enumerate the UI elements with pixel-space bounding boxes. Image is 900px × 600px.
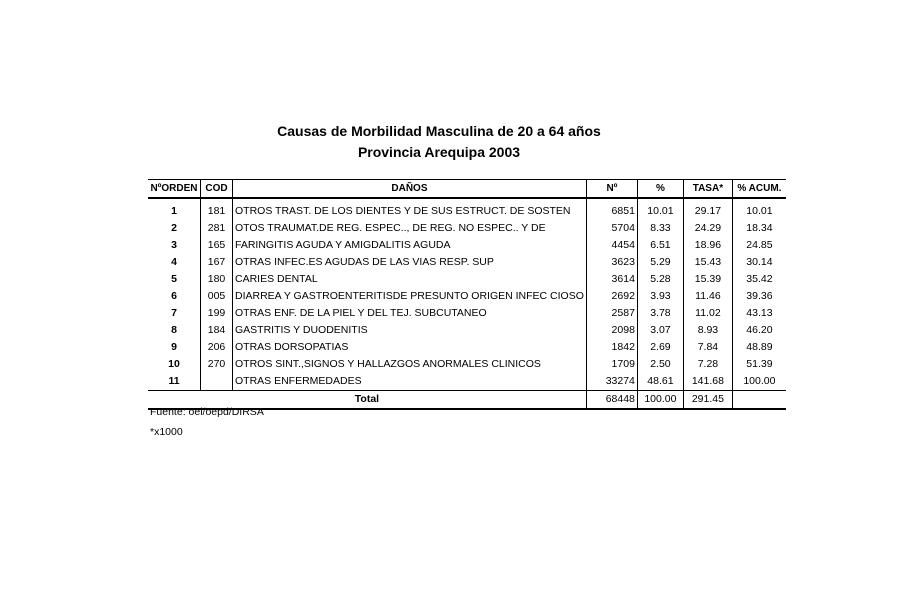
cell-dano: GASTRITIS Y DUODENITIS <box>233 322 587 339</box>
cell-n: 4454 <box>586 237 637 254</box>
source-note: Fuente: oei/oepd/DIRSA <box>150 406 264 418</box>
cell-dano: OTRAS INFEC.ES AGUDAS DE LAS VIAS RESP. SUP <box>233 254 587 271</box>
cell-orden: 6 <box>148 288 201 305</box>
cell-tasa: 29.17 <box>683 203 732 220</box>
total-label: Total <box>148 391 586 410</box>
cell-acum: 30.14 <box>746 256 773 268</box>
cell-acum: 18.34 <box>746 222 773 234</box>
header-tasa: TASA* <box>683 180 732 199</box>
cell-cod: 184 <box>201 322 233 339</box>
cell-pct: 6.51 <box>637 237 683 254</box>
total-n: 68448 <box>586 391 637 410</box>
header-orden: NºORDEN <box>148 180 201 199</box>
total-acum <box>732 391 786 410</box>
cell-tasa: 7.84 <box>683 339 732 356</box>
table-row <box>148 305 786 322</box>
cell-pct: 2.50 <box>637 356 683 373</box>
header-n: Nº <box>586 180 637 199</box>
table-row <box>148 254 786 271</box>
table-row <box>148 271 786 288</box>
table-row <box>148 220 786 237</box>
cell-orden: 3 <box>148 237 201 254</box>
cell-cod: 270 <box>201 356 233 373</box>
cell-dano: DIARREA Y GASTROENTERITISDE PRESUNTO ORIGEN INFEC CIOSO <box>233 288 587 305</box>
header-pct: % <box>637 180 683 199</box>
cell-orden: 4 <box>148 254 201 271</box>
cell-tasa: 11.02 <box>683 305 732 322</box>
cell-acum: 48.89 <box>746 341 773 353</box>
cell-n: 2098 <box>586 322 637 339</box>
cell-n: 1842 <box>586 339 637 356</box>
table-row <box>148 373 786 391</box>
cell-pct: 3.78 <box>637 305 683 322</box>
cell-n: 3623 <box>586 254 637 271</box>
cell-tasa: 141.68 <box>683 373 732 391</box>
cell-orden: 5 <box>148 271 201 288</box>
table-row <box>148 203 786 220</box>
cell-acum: 39.36 <box>746 290 773 302</box>
cell-cod: 181 <box>201 203 233 220</box>
cell-acum: 35.42 <box>746 273 773 285</box>
cell-cod: 180 <box>201 271 233 288</box>
cell-pct: 48.61 <box>637 373 683 391</box>
cell-tasa: 15.39 <box>683 271 732 288</box>
table-row <box>148 339 786 356</box>
cell-dano: OTROS SINT.,SIGNOS Y HALLAZGOS ANORMALES CLINICOS <box>233 356 587 373</box>
cell-cod: 167 <box>201 254 233 271</box>
cell-orden: 7 <box>148 305 201 322</box>
cell-tasa: 18.96 <box>683 237 732 254</box>
cell-pct: 2.69 <box>637 339 683 356</box>
cell-tasa: 24.29 <box>683 220 732 237</box>
header-acum: % ACUM. <box>732 180 786 199</box>
cell-acum: 10.01 <box>746 205 773 217</box>
header-cod: COD <box>201 180 233 199</box>
cell-orden: 11 <box>148 373 201 391</box>
cell-dano: OTRAS DORSOPATIAS <box>233 339 587 356</box>
report-titles <box>148 121 730 163</box>
cell-n: 2587 <box>586 305 637 322</box>
notes <box>150 405 264 445</box>
table-row <box>148 322 786 339</box>
cell-n: 3614 <box>586 271 637 288</box>
cell-cod: 281 <box>201 220 233 237</box>
cell-pct: 3.07 <box>637 322 683 339</box>
cell-tasa: 11.46 <box>683 288 732 305</box>
cell-pct: 8.33 <box>637 220 683 237</box>
cell-cod: 199 <box>201 305 233 322</box>
cell-tasa: 15.43 <box>683 254 732 271</box>
cell-tasa: 8.93 <box>683 322 732 339</box>
cell-acum: 51.39 <box>746 358 773 370</box>
cell-dano: OTRAS ENFERMEDADES <box>233 373 587 391</box>
cell-cod: 206 <box>201 339 233 356</box>
table-row <box>148 237 786 254</box>
cell-dano: OTRAS ENF. DE LA PIEL Y DEL TEJ. SUBCUTANEO <box>233 305 587 322</box>
cell-orden: 2 <box>148 220 201 237</box>
cell-tasa: 7.28 <box>683 356 732 373</box>
footnote: *x1000 <box>150 426 183 438</box>
cell-cod <box>201 373 233 391</box>
header-danos: DAÑOS <box>233 180 587 199</box>
cell-acum: 43.13 <box>746 307 773 319</box>
cell-dano: OTROS TRAST. DE LOS DIENTES Y DE SUS ESTRUCT. DE SOSTEN <box>233 203 587 220</box>
table-header-row <box>148 180 786 199</box>
cell-n: 2692 <box>586 288 637 305</box>
cell-pct: 5.28 <box>637 271 683 288</box>
cell-pct: 5.29 <box>637 254 683 271</box>
cell-dano: CARIES DENTAL <box>233 271 587 288</box>
total-pct: 100.00 <box>637 391 683 410</box>
cell-cod: 005 <box>201 288 233 305</box>
cell-n: 5704 <box>586 220 637 237</box>
cell-n: 33274 <box>586 373 637 391</box>
cell-orden: 10 <box>148 356 201 373</box>
table-body <box>148 198 786 391</box>
cell-cod: 165 <box>201 237 233 254</box>
total-tasa: 291.45 <box>683 391 732 410</box>
cell-acum: 24.85 <box>746 239 773 251</box>
table-row <box>148 288 786 305</box>
cell-orden: 9 <box>148 339 201 356</box>
cell-acum: 46.20 <box>746 324 773 336</box>
cell-pct: 10.01 <box>637 203 683 220</box>
cell-n: 6851 <box>586 203 637 220</box>
cell-acum: 100.00 <box>743 375 776 387</box>
report-subtitle: Provincia Arequipa 2003 <box>357 144 521 160</box>
cell-orden: 1 <box>148 203 201 220</box>
cell-pct: 3.93 <box>637 288 683 305</box>
cell-dano: OTOS TRAUMAT.DE REG. ESPEC.., DE REG. NO ESPEC.. Y DE <box>233 220 587 237</box>
cell-orden: 8 <box>148 322 201 339</box>
table-row <box>148 356 786 373</box>
morbidity-table <box>148 179 786 410</box>
cell-dano: FARINGITIS AGUDA Y AMIGDALITIS AGUDA <box>233 237 587 254</box>
cell-n: 1709 <box>586 356 637 373</box>
report-title: Causas de Morbilidad Masculina de 20 a 64 años <box>277 123 601 139</box>
